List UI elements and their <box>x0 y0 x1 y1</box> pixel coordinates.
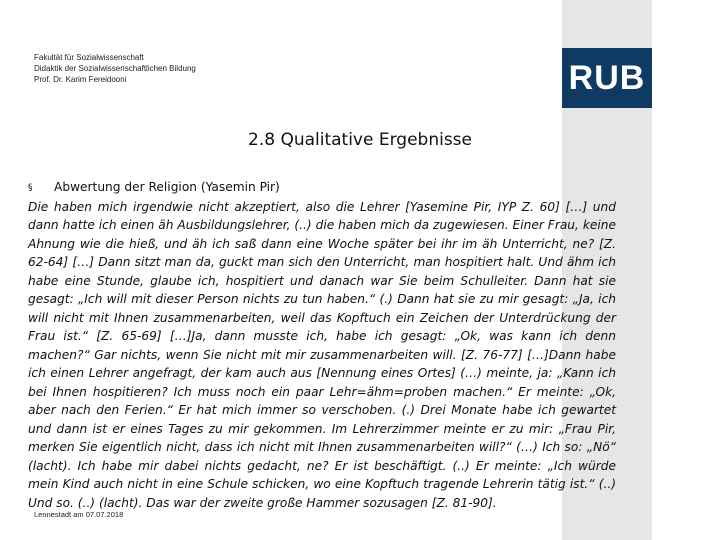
rub-logo-text: RUB <box>568 58 646 97</box>
bullet-icon: § <box>28 183 33 193</box>
rub-logo <box>562 48 652 108</box>
faculty-line: Fakultät für Sozialwissenschaft <box>34 53 144 62</box>
professor-line: Prof. Dr. Karim Fereidooni <box>34 75 127 84</box>
interview-quote: Die haben mich irgendwie nicht akzeptiert, also die Lehrer [Yasemine Pir, IYP Z. 60] […] und dann hatte ich einen äh Ausbildungslehrer, (..) die haben mich da zugewiesen. Einer Frau, keine Ahnung wie die hieß, und äh ich saß dann eine Woche später bei ihr im äh Unterricht, ne? [Z. 62-64] […] Dann sitzt man da, guckt man sich den Unterricht, man hospitiert halt. Und ähm ich habe eine Stunde, glaube ich, hospitiert und danach war Sie beim Schulleiter. Dann hat sie gesagt: „Ich will mit dieser Person nichts zu tun haben.“ (.) Dann hat sie zu mir gesagt: „Ja, ich will nicht mit Ihnen zusammenarbeiten, weil das Kopftuch ein Zeichen der Unterdrückung der Frau ist.“ [Z. 65-69] […]Ja, dann musste ich, habe ich gesagt: „Ok, was kann ich denn machen?“ Gar nichts, wenn Sie nicht mit mir zusammenarbeiten will. [Z. 76-77] […]Dann habe ich einen Lehrer angefragt, der kam auch aus [Nennung eines Ortes] (…) meinte, ja: „Kann ich bei Ihnen hospitieren? Ich muss noch ein paar Lehr=ähm=proben machen.“ Er meinte: „Ok, aber nach den Ferien.“ Er hat mich immer so verschoben. (.) Drei Monate habe ich gewartet und dann ist er eines Tages zu mir gekommen. Im Lehrerzimmer meinte er zu mir: „Frau Pir, merken Sie eigentlich nicht, dass ich nicht mit Ihnen zusammenarbeiten will?“ (…) Ich so: „Nö“ (lacht). Ich habe mir dabei nichts gedacht, ne? Er ist beschäftigt. (..) Er meinte: „Ich würde mein Kind auch nicht in eine Schule schicken, wo eine Kopftuch tragende Lehrerin tätig ist.“ (..) Und so. (..) (lacht). Das war der zweite große Hammer sozusagen [Z. 81-90]. <box>28 199 616 510</box>
department-line: Didaktik der Sozialwissenschaftlichen Bildung <box>34 64 196 73</box>
footer-text: Lennestadt am 07.07.2018 <box>34 510 124 519</box>
slide-content <box>28 178 616 512</box>
slide-title: 2.8 Qualitative Ergebnisse <box>248 130 472 150</box>
faculty-header <box>34 52 196 85</box>
bullet-heading: Abwertung der Religion (Yasemin Pir) <box>54 180 280 194</box>
bullet-heading-line <box>28 178 616 198</box>
